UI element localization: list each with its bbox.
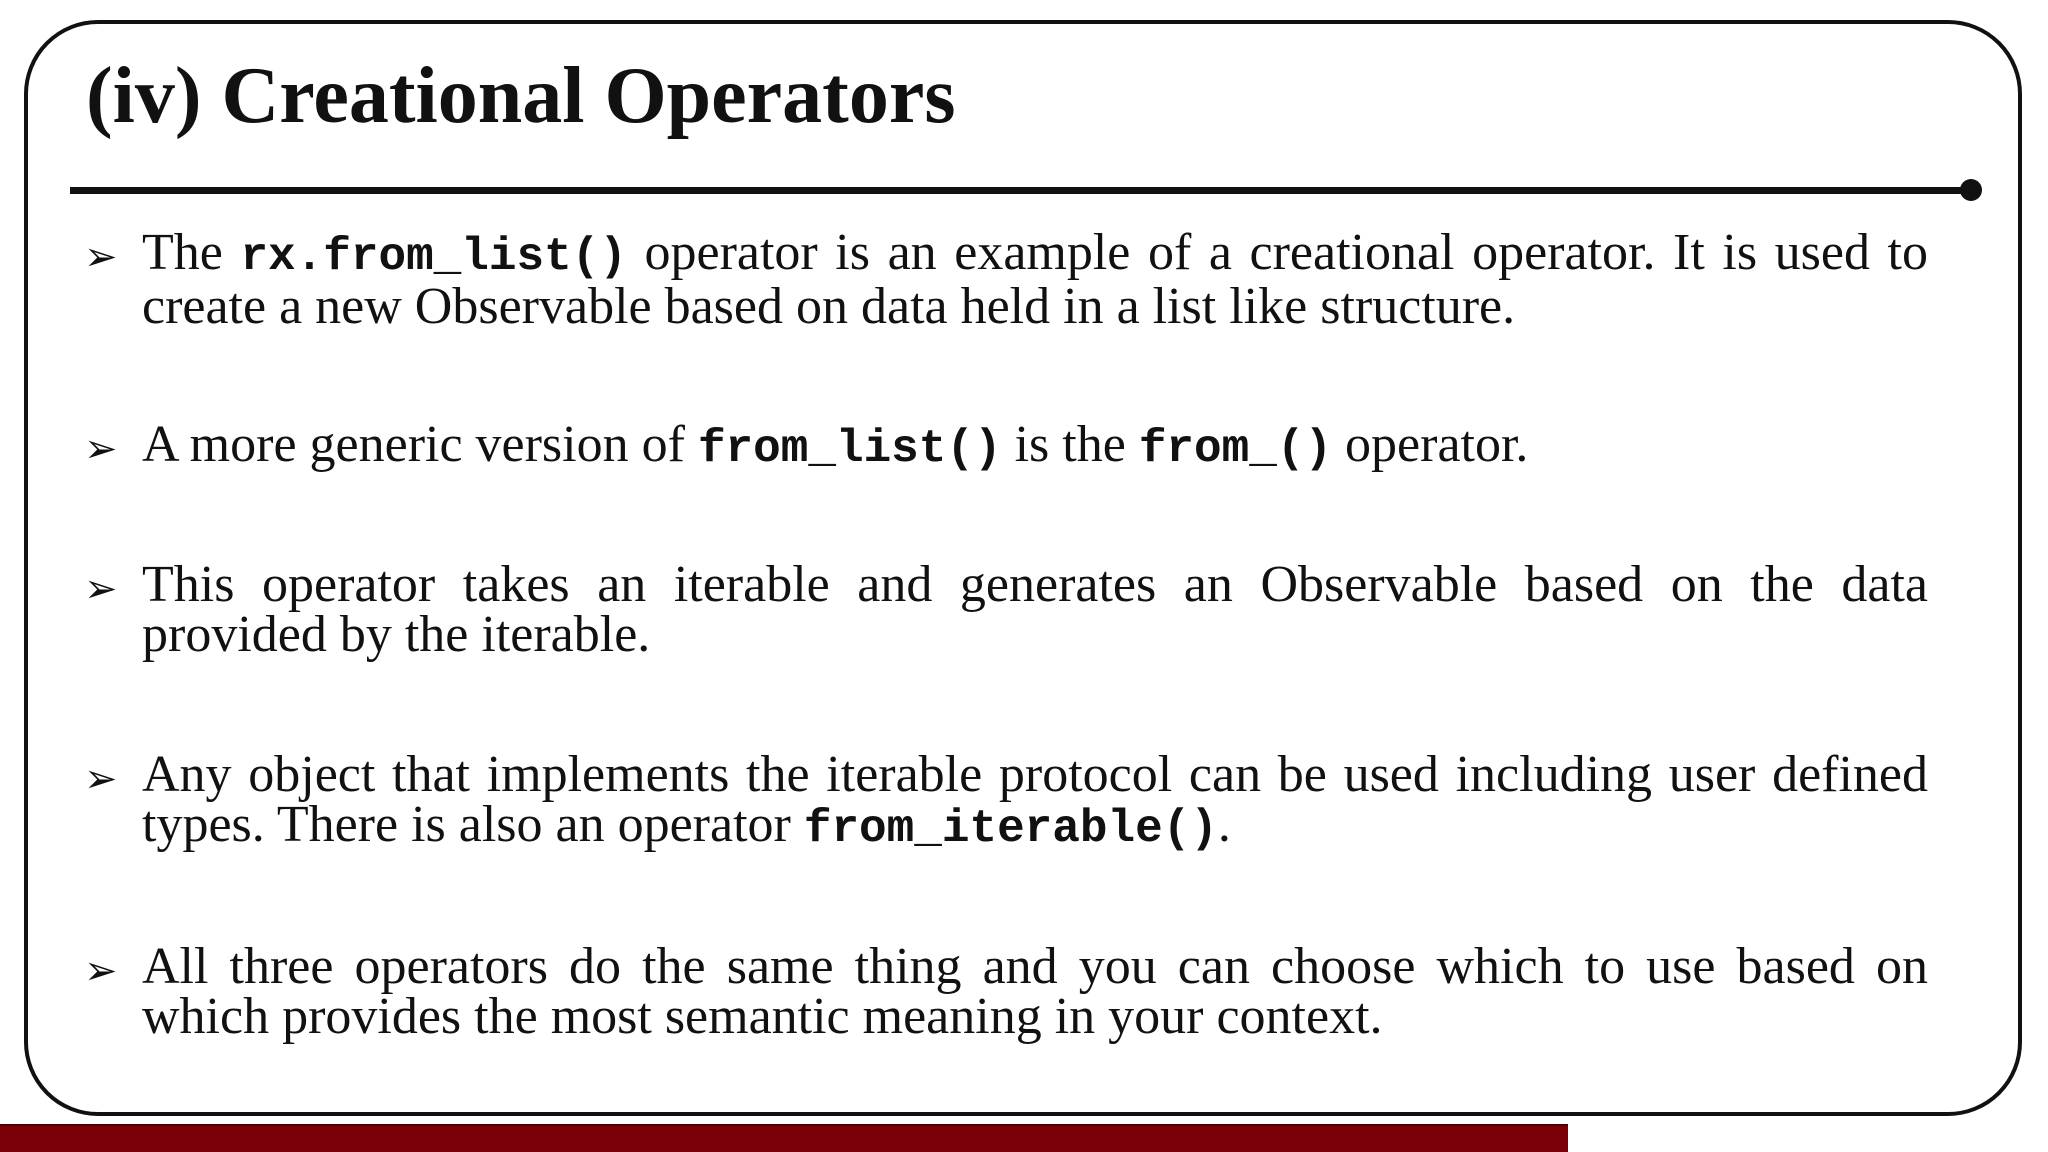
inline-code: from_list() — [697, 423, 1002, 475]
bullet-text-segment: is the — [1001, 416, 1139, 473]
inline-code: from_() — [1138, 423, 1333, 475]
arrow-bullet-icon: ➢ — [84, 426, 118, 472]
arrow-bullet-icon: ➢ — [84, 566, 118, 612]
bullet-text: This operator takes an iterable and generates an Observable based on the data provided by the iterable. — [142, 556, 1928, 663]
title-divider — [70, 187, 1970, 194]
bullet-text-segment: The — [142, 224, 241, 281]
inline-code: rx.from_list() — [240, 231, 627, 283]
bullet-text: All three operators do the same thing and you can choose which to use based on which provides the most semantic meaning in your context. — [142, 938, 1928, 1045]
bullet-text-segment: operator. — [1332, 416, 1529, 473]
arrow-bullet-icon: ➢ — [84, 756, 118, 802]
bullet-text-segment: Any object that implements the iterable protocol can be used including user defined types. There is also an operator — [142, 746, 1928, 853]
title-divider-end-dot — [1960, 179, 1982, 201]
bullet-text — [142, 224, 1928, 335]
inline-code: from_iterable() — [803, 803, 1218, 855]
bullet-text-segment: . — [1217, 796, 1231, 853]
bullet-text — [142, 416, 1928, 475]
bullet-text — [142, 746, 1928, 855]
slide-title: (iv) Creational Operators — [86, 52, 956, 140]
footer-bar — [0, 1124, 1568, 1152]
arrow-bullet-icon: ➢ — [84, 948, 118, 994]
arrow-bullet-icon: ➢ — [84, 234, 118, 280]
bullet-text-segment: operator is an example of a creational operator. It is used to create a new Observable based on data held in a list like structure. — [142, 224, 1928, 335]
bullet-text-segment: A more generic version of — [142, 416, 698, 473]
